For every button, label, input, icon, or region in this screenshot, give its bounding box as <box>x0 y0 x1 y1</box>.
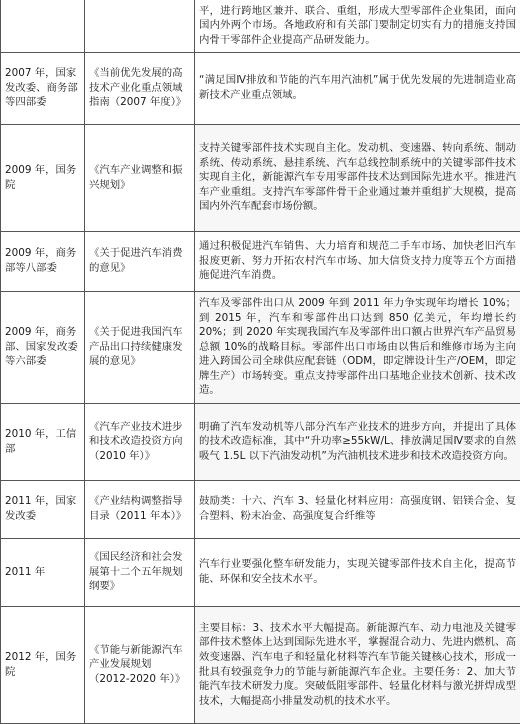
document-cell <box>85 0 195 52</box>
table-row <box>1 291 520 403</box>
issuer-cell: 2011 年 <box>1 538 85 606</box>
table-row <box>1 538 520 606</box>
document-cell: 《节能与新能源汽车产业发展规划（2012-2020 年）》 <box>85 606 195 723</box>
content-cell: 支持关键零部件技术实现自主化。发动机、变速器、转向系统、制动系统、传动系统、悬挂系统、汽车总线控制系统中的关键零部件技术实现自主化，新能源汽车专用零部件技术达到国际先进水平。推进汽车产业重组。支持汽车零部件骨干企业通过兼并重组扩大规模，提高国内外汽车配套市场份额。 <box>195 124 520 231</box>
document-cell: 《产业结构调整指导目录（2011 年本）》 <box>85 480 195 538</box>
table-row <box>1 52 520 124</box>
content-cell: 明确了汽车发动机等八部分汽车产业技术的进步方向，并提出了具体的技术改造标准，其中“升功率≥55kW/L、排放满足国Ⅳ要求的自然吸气 1.5L 以下汽油发动机”为汽油机技术进步和技术改造投资方向。 <box>195 403 520 480</box>
issuer-cell: 2012 年，国务院 <box>1 606 85 723</box>
issuer-cell: 2009 年，商务部等八部委 <box>1 231 85 291</box>
issuer-cell: 2009 年，商务部、国家发改委等六部委 <box>1 291 85 403</box>
content-cell: 汽车及零部件出口从 2009 年到 2011 年力争实现年均增长 10%；到 2015 年，汽车和零部件出口达到 850 亿美元，年均增长约 20%；到 2020 年实现我国汽车及零部件出口额占世界汽车产品贸易总额 10%的战略目标。零部件出口市场由以售后和维修市场为主向进入跨国公司全球供应配套链（ODM，即定牌设计生产/OEM，即定牌生产）市场转变。重点支持零部件出口基地企业技术创新、技术改造。 <box>195 291 520 403</box>
document-cell: 《关于促进汽车消费的意见》 <box>85 231 195 291</box>
issuer-cell: 2011 年，国家发改委 <box>1 480 85 538</box>
issuer-cell <box>1 0 85 52</box>
document-cell: 《当前优先发展的高技术产业化重点领域指南（2007 年度）》 <box>85 52 195 124</box>
table-row <box>1 231 520 291</box>
content-cell: 主要目标：3、技术水平大幅提高。新能源汽车、动力电池及关键零部件技术整体上达到国际先进水平，掌握混合动力、先进内燃机、高效变速器、汽车电子和轻量化材料等汽车节能关键核心技术，形成一批具有较强竞争力的节能与新能源汽车企业。主要任务：2、加大节能汽车技术研发力度。突破低阻零部件、轻量化材料与激光拼焊成型技术，大幅提高小排量发动机的技术水平。 <box>195 606 520 723</box>
issuer-cell: 2009 年，国务院 <box>1 124 85 231</box>
document-cell: 《汽车产业技术进步和技术改造投资方向（2010 年）》 <box>85 403 195 480</box>
table-row <box>1 124 520 231</box>
content-cell: 汽车行业要强化整车研发能力，实现关键零部件技术自主化，提高节能、环保和安全技术水平。 <box>195 538 520 606</box>
table-row <box>1 0 520 52</box>
document-cell: 《汽车产业调整和振兴规划》 <box>85 124 195 231</box>
table-row <box>1 480 520 538</box>
content-cell: 平，进行跨地区兼并、联合、重组，形成大型零部件企业集团，面向国内外两个市场。各地政府和有关部门要制定切实有力的措施支持国内骨干零部件企业提高产品研发能力。 <box>195 0 520 52</box>
document-cell: 《国民经济和社会发展第十二个五年规划纲要》 <box>85 538 195 606</box>
table-row <box>1 403 520 480</box>
content-cell: “满足国Ⅳ排放和节能的汽车用汽油机”属于优先发展的先进制造业高新技术产业重点领域。 <box>195 52 520 124</box>
issuer-cell: 2007 年，国家发改委、商务部等四部委 <box>1 52 85 124</box>
content-cell: 通过积极促进汽车销售、大力培育和规范二手车市场、加快老旧汽车报废更新、努力开拓农村汽车市场、加大信贷支持力度等五个方面措施促进汽车消费。 <box>195 231 520 291</box>
issuer-cell: 2010 年，工信部 <box>1 403 85 480</box>
document-cell: 《关于促进我国汽车产品出口持续健康发展的意见》 <box>85 291 195 403</box>
table-row <box>1 606 520 723</box>
content-cell: 鼓励类：十六、汽车 3、轻量化材料应用：高强度钢、铝镁合金、复合塑料、粉末冶金、高强度复合纤维等 <box>195 480 520 538</box>
